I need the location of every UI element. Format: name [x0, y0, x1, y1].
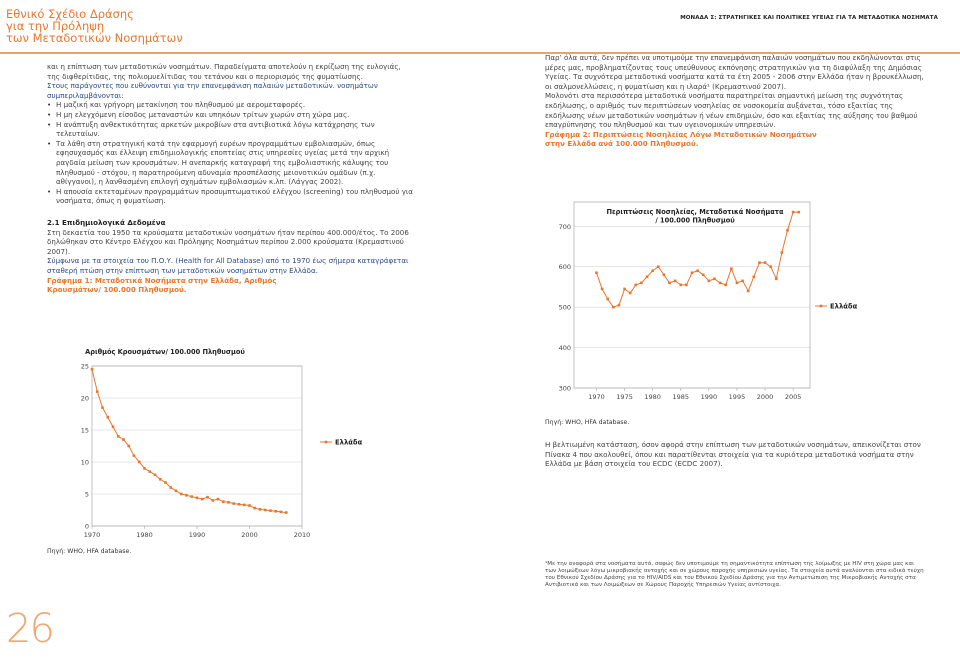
- list-item: • Η ανάπτυξη ανθεκτικότητας αρκετών μικροβίων στα αντιβιοτικά λόγω κατάχρησης των τελευταίων.: [47, 120, 415, 139]
- chart-2: [540, 196, 900, 412]
- right-paragraph-3: Η βελτιωμένη κατάσταση, όσον αφορά στην επίπτωση των μεταδοτικών νοσημάτων, απεικονίζεται στον Πίνακα 4 που ακολουθεί, όπου και παρατίθενται στοιχεία για τα κυριότερα μεταδοτικά νοσήματα στην Ελλάδα με βάση στοιχεία του ECDC (ECDC 2007).: [545, 440, 921, 469]
- x-tick-label: 2000: [241, 531, 258, 539]
- figure-2-source: Πηγή: WHO, HFA database.: [545, 419, 630, 426]
- legend-label: Ελλάδα: [830, 302, 858, 311]
- y-tick-label: 600: [558, 263, 571, 272]
- data-point: [691, 271, 694, 274]
- left-column: [47, 62, 415, 206]
- x-tick-label: 1990: [700, 393, 718, 401]
- x-tick-label: 1980: [644, 393, 661, 401]
- right-paragraph-2: Μολονότι στα περισσότερα μεταδοτικά νοσήματα παρατηρείται σημαντική μείωση της συχνότητας εκδήλωσης, ο αριθμός των περιπτώσεων νοσηλείας σε νοσοκομεία αυξάνεται, τόσο εξαιτίας της εκδήλωσης νέων μεταδοτικών νοσημάτων ή νέων επιδημιών, όσο και εξαιτίας της αύξησης του βαθμού επαγρύπνησης του πληθυσμού και των υγειονομικών υπηρεσιών.: [545, 91, 918, 130]
- right-paragraph-1: Παρ’ όλα αυτά, δεν πρέπει να υποτιμούμε την επανεμφάνιση παλαιών νοσημάτων που εκδηλώνονται στις μέρες μας, προβληματίζοντας τους υπεύθυνους εκπόνησης στρατηγικών για τη διαφύλαξη της Δημόσιας Υγείας. Τα συχνότερα μεταδοτικά νοσήματα κατά τα έτη 2005 - 2006 στην Ελλάδα ήταν η βρουκέλλωση, οι σαλμονελλώσεις, η φυματίωση και η ιλαρά¹ (Κρεμαστινού 2007).: [545, 53, 924, 91]
- data-point: [657, 265, 660, 268]
- chart-title: / 100.000 Πληθυσμού: [655, 216, 735, 225]
- y-tick-label: 300: [558, 384, 571, 393]
- x-tick-label: 1985: [672, 393, 690, 401]
- data-point: [753, 276, 756, 279]
- data-point: [175, 490, 178, 493]
- data-point: [117, 435, 120, 438]
- y-tick-label: 15: [80, 426, 89, 435]
- data-point: [775, 278, 778, 281]
- x-tick-label: 1995: [728, 393, 746, 401]
- list-item: • Τα λάθη στη στρατηγική κατά την εφαρμογή ευρέων προγραμμάτων εμβολιασμών, όπως εφησυχασμός και έλλειψη επιδημιολογικής εποπτείας στις υπηρεσίες υγείας μετά την αρχική ραγδαία μείωση των κρουσμάτων. Η ανεπαρκής καταγραφή της εμβολιαστικής κάλυψης του πληθυσμού - στόχου, η παρατηρούμενη αδυναμία προσπέλασης μειονοτικών ομάδων (π.χ. αθίγγανοι), η λανθασμένη επιλογή σχημάτων εμβολιασμών κ.λπ. (Λάγγας 2002).: [47, 139, 415, 187]
- data-point: [91, 368, 94, 371]
- data-point: [232, 502, 235, 505]
- figure-1-caption: Γράφημα 1: Μεταδοτικά Νοσήματα στην Ελλάδα, Αριθμός Κρουσμάτων/ 100.000 Πληθυσμού.: [47, 275, 277, 295]
- x-tick-label: 2000: [756, 393, 774, 401]
- data-point: [285, 511, 288, 514]
- data-point: [651, 269, 654, 272]
- data-point: [629, 292, 632, 295]
- data-point: [106, 416, 109, 419]
- data-point: [758, 261, 761, 264]
- data-point: [164, 481, 167, 484]
- y-tick-label: 25: [80, 362, 89, 371]
- left-paragraph-2: Στους παράγοντες που ευθύνονται για την επανεμφάνιση παλαιών μεταδοτικών. νοσημάτων συμπεριλαμβάνονται:: [47, 81, 378, 100]
- data-point: [122, 438, 125, 441]
- data-point: [248, 504, 251, 507]
- data-point: [196, 497, 199, 500]
- data-point: [180, 493, 183, 496]
- x-tick-label: 1970: [83, 531, 101, 539]
- data-point: [764, 261, 767, 264]
- section-label: ΜΟΝΑΔΑ Σ: ΣΤΡΑΤΗΓΙΚΕΣ ΚΑΙ ΠΟΛΙΤΙΚΕΣ ΥΓΕΙΑΣ ΓΙΑ ΤΑ ΜΕΤΑΔΟΤΙΚΑ ΝΟΣΗΜΑΤΑ: [680, 15, 938, 21]
- legend-marker: [820, 305, 823, 308]
- footnote: ¹Με την αναφορά στα νοσήματα αυτά, σαφώς δεν υποτιμούμε τη σημαντικότητα επίπτωση της λοίμωξης με HIV στη χώρα μας και των λοιμώξεων λόγω μικροβιακής αντοχής και σε χώρους παροχής υπηρεσιών υγείας. Τα στοιχεία αυτά αναλύονται στα ειδικά τεύχη του Εθνικού Σχεδίου Δράσης για το HIV/AIDS και του Εθνικού Σχεδίου Δράσης για την Αντιμετώπιση της Μικροβιακής Αντοχής στα Αντιβιοτικά και των Λοιμώξεων σε Χώρους Παροχής Υπηρεσιών Υγείας αντίστοιχα.: [545, 561, 924, 588]
- chart-1: [40, 338, 420, 550]
- figure-2-caption: Γράφημα 2: Περιπτώσεις Νοσηλείας Λόγω Μεταδοτικών Νοσημάτων στην Ελλάδα ανά 100.000 Πληθυσμού.: [545, 129, 817, 149]
- data-point: [640, 282, 643, 285]
- data-point: [143, 467, 146, 470]
- y-tick-label: 5: [84, 490, 89, 499]
- data-point: [138, 461, 141, 464]
- data-point: [274, 510, 277, 513]
- x-tick-label: 2005: [784, 393, 802, 401]
- data-point: [280, 511, 283, 514]
- data-point: [663, 273, 666, 276]
- data-point: [606, 298, 609, 301]
- data-point: [112, 426, 115, 429]
- data-point: [185, 494, 188, 497]
- data-point: [797, 211, 800, 214]
- data-point: [618, 304, 621, 307]
- y-tick-label: 20: [80, 394, 89, 403]
- data-point: [206, 496, 209, 499]
- data-point: [96, 390, 99, 393]
- data-point: [601, 288, 604, 291]
- data-point: [736, 282, 739, 285]
- y-tick-label: 500: [558, 303, 571, 312]
- legend-label: Ελλάδα: [335, 438, 363, 447]
- data-point: [668, 282, 671, 285]
- data-point: [259, 508, 262, 511]
- data-point: [747, 290, 750, 293]
- left-paragraph-4: Σύμφωνα με τα στοιχεία του Π.Ο.Υ. (Health for All Database) από το 1970 έως σήμερα καταγράφεται σταθερή πτώση στην επίπτωση των μεταδοτικών νοσημάτων στην Ελλάδα.: [47, 256, 409, 275]
- figure-1-source: Πηγή: WHO, HFA database.: [47, 548, 132, 555]
- data-point: [724, 284, 727, 287]
- data-point: [133, 454, 136, 457]
- data-point: [269, 509, 272, 512]
- data-point: [243, 504, 246, 507]
- data-point: [264, 509, 267, 512]
- x-tick-label: 1975: [616, 393, 633, 401]
- page-number: 26: [6, 606, 53, 652]
- data-point: [674, 280, 677, 283]
- left-paragraph-1: και η επίπτωση των μεταδοτικών νοσημάτων. Παραδείγματα αποτελούν η εκρίζωση της ευλογιάς, της διφθερίτιδας, της πολιομυελίτιδας του τετάνου και ο περιορισμός της φυματίωσης.: [47, 62, 401, 81]
- list-item: • Η μαζική και γρήγορη μετακίνηση του πληθυσμού με αερομεταφορές.: [47, 100, 415, 110]
- data-point: [238, 503, 241, 506]
- x-tick-label: 2010: [293, 531, 311, 539]
- data-point: [786, 229, 789, 232]
- data-point: [708, 280, 711, 283]
- data-point: [154, 474, 157, 477]
- plot-frame: [574, 202, 810, 388]
- x-tick-label: 1980: [136, 531, 153, 539]
- data-point: [769, 265, 772, 268]
- data-point: [612, 306, 615, 309]
- section-heading: 2.1 Επιδημιολογικά Δεδομένα: [47, 218, 166, 227]
- y-tick-label: 400: [558, 344, 571, 353]
- data-point: [222, 500, 225, 503]
- chart-title: Περιπτώσεις Νοσηλείας, Μεταδοτικά Νοσήματα: [606, 208, 784, 216]
- data-point: [127, 445, 130, 448]
- right-column-lower: [545, 440, 925, 469]
- x-tick-label: 1970: [588, 393, 605, 401]
- data-point: [148, 470, 151, 473]
- chart-title: Αριθμός Κρουσμάτων/ 100.000 Πληθυσμού: [85, 348, 245, 356]
- data-point: [169, 486, 172, 489]
- y-tick-label: 700: [558, 222, 571, 231]
- data-point: [719, 282, 722, 285]
- data-point: [253, 507, 256, 510]
- data-point: [595, 271, 598, 274]
- title-line-1: Εθνικό Σχέδιο Δράσης: [6, 7, 134, 21]
- data-point: [713, 278, 716, 281]
- data-point: [702, 273, 705, 276]
- left-paragraph-3: Στη δεκαετία του 1950 τα κρούσματα μεταδοτικών νοσημάτων ήταν περίπου 400.000/έτος. Το 2006 δηλώθηκαν στο Κέντρο Ελέγχου και Πρόληψης Νοσημάτων περίπου 2.000 κρούσματα (Κρεμαστινού 2007).: [47, 227, 409, 256]
- data-point: [159, 478, 162, 481]
- document-title: [6, 8, 183, 44]
- data-point: [227, 501, 230, 504]
- data-point: [696, 269, 699, 272]
- data-point: [781, 251, 784, 254]
- list-item: • Η απουσία εκτεταμένων προγραμμάτων προσυμπτωματικού ελέγχου (screening) του πληθυσμού για νοσήματα, όπως η φυματίωση.: [47, 187, 415, 206]
- data-point: [635, 284, 638, 287]
- data-point: [201, 498, 204, 501]
- data-point: [101, 406, 104, 409]
- data-point: [741, 280, 744, 283]
- data-point: [679, 284, 682, 287]
- data-point: [623, 288, 626, 291]
- data-point: [190, 495, 193, 498]
- data-point: [685, 284, 688, 287]
- y-tick-label: 10: [80, 458, 89, 467]
- title-line-2: για την Πρόληψη: [6, 19, 105, 33]
- data-point: [217, 498, 220, 501]
- data-point: [211, 499, 214, 502]
- plot-frame: [92, 366, 302, 526]
- series-line-greece: [92, 369, 286, 512]
- legend-marker: [325, 441, 328, 444]
- right-column: [545, 53, 925, 149]
- y-tick-label: 0: [84, 522, 89, 531]
- data-point: [646, 276, 649, 279]
- x-tick-label: 1990: [188, 531, 206, 539]
- data-point: [792, 211, 795, 214]
- data-point: [730, 267, 733, 270]
- list-item: • Η μη ελεγχόμενη είσοδος μεταναστών και υπηκόων τρίτων χωρών στη χώρα μας.: [47, 110, 415, 120]
- left-column-lower: [47, 218, 415, 295]
- title-line-3: των Μεταδοτικών Νοσημάτων: [6, 31, 183, 45]
- factors-list: [47, 100, 415, 206]
